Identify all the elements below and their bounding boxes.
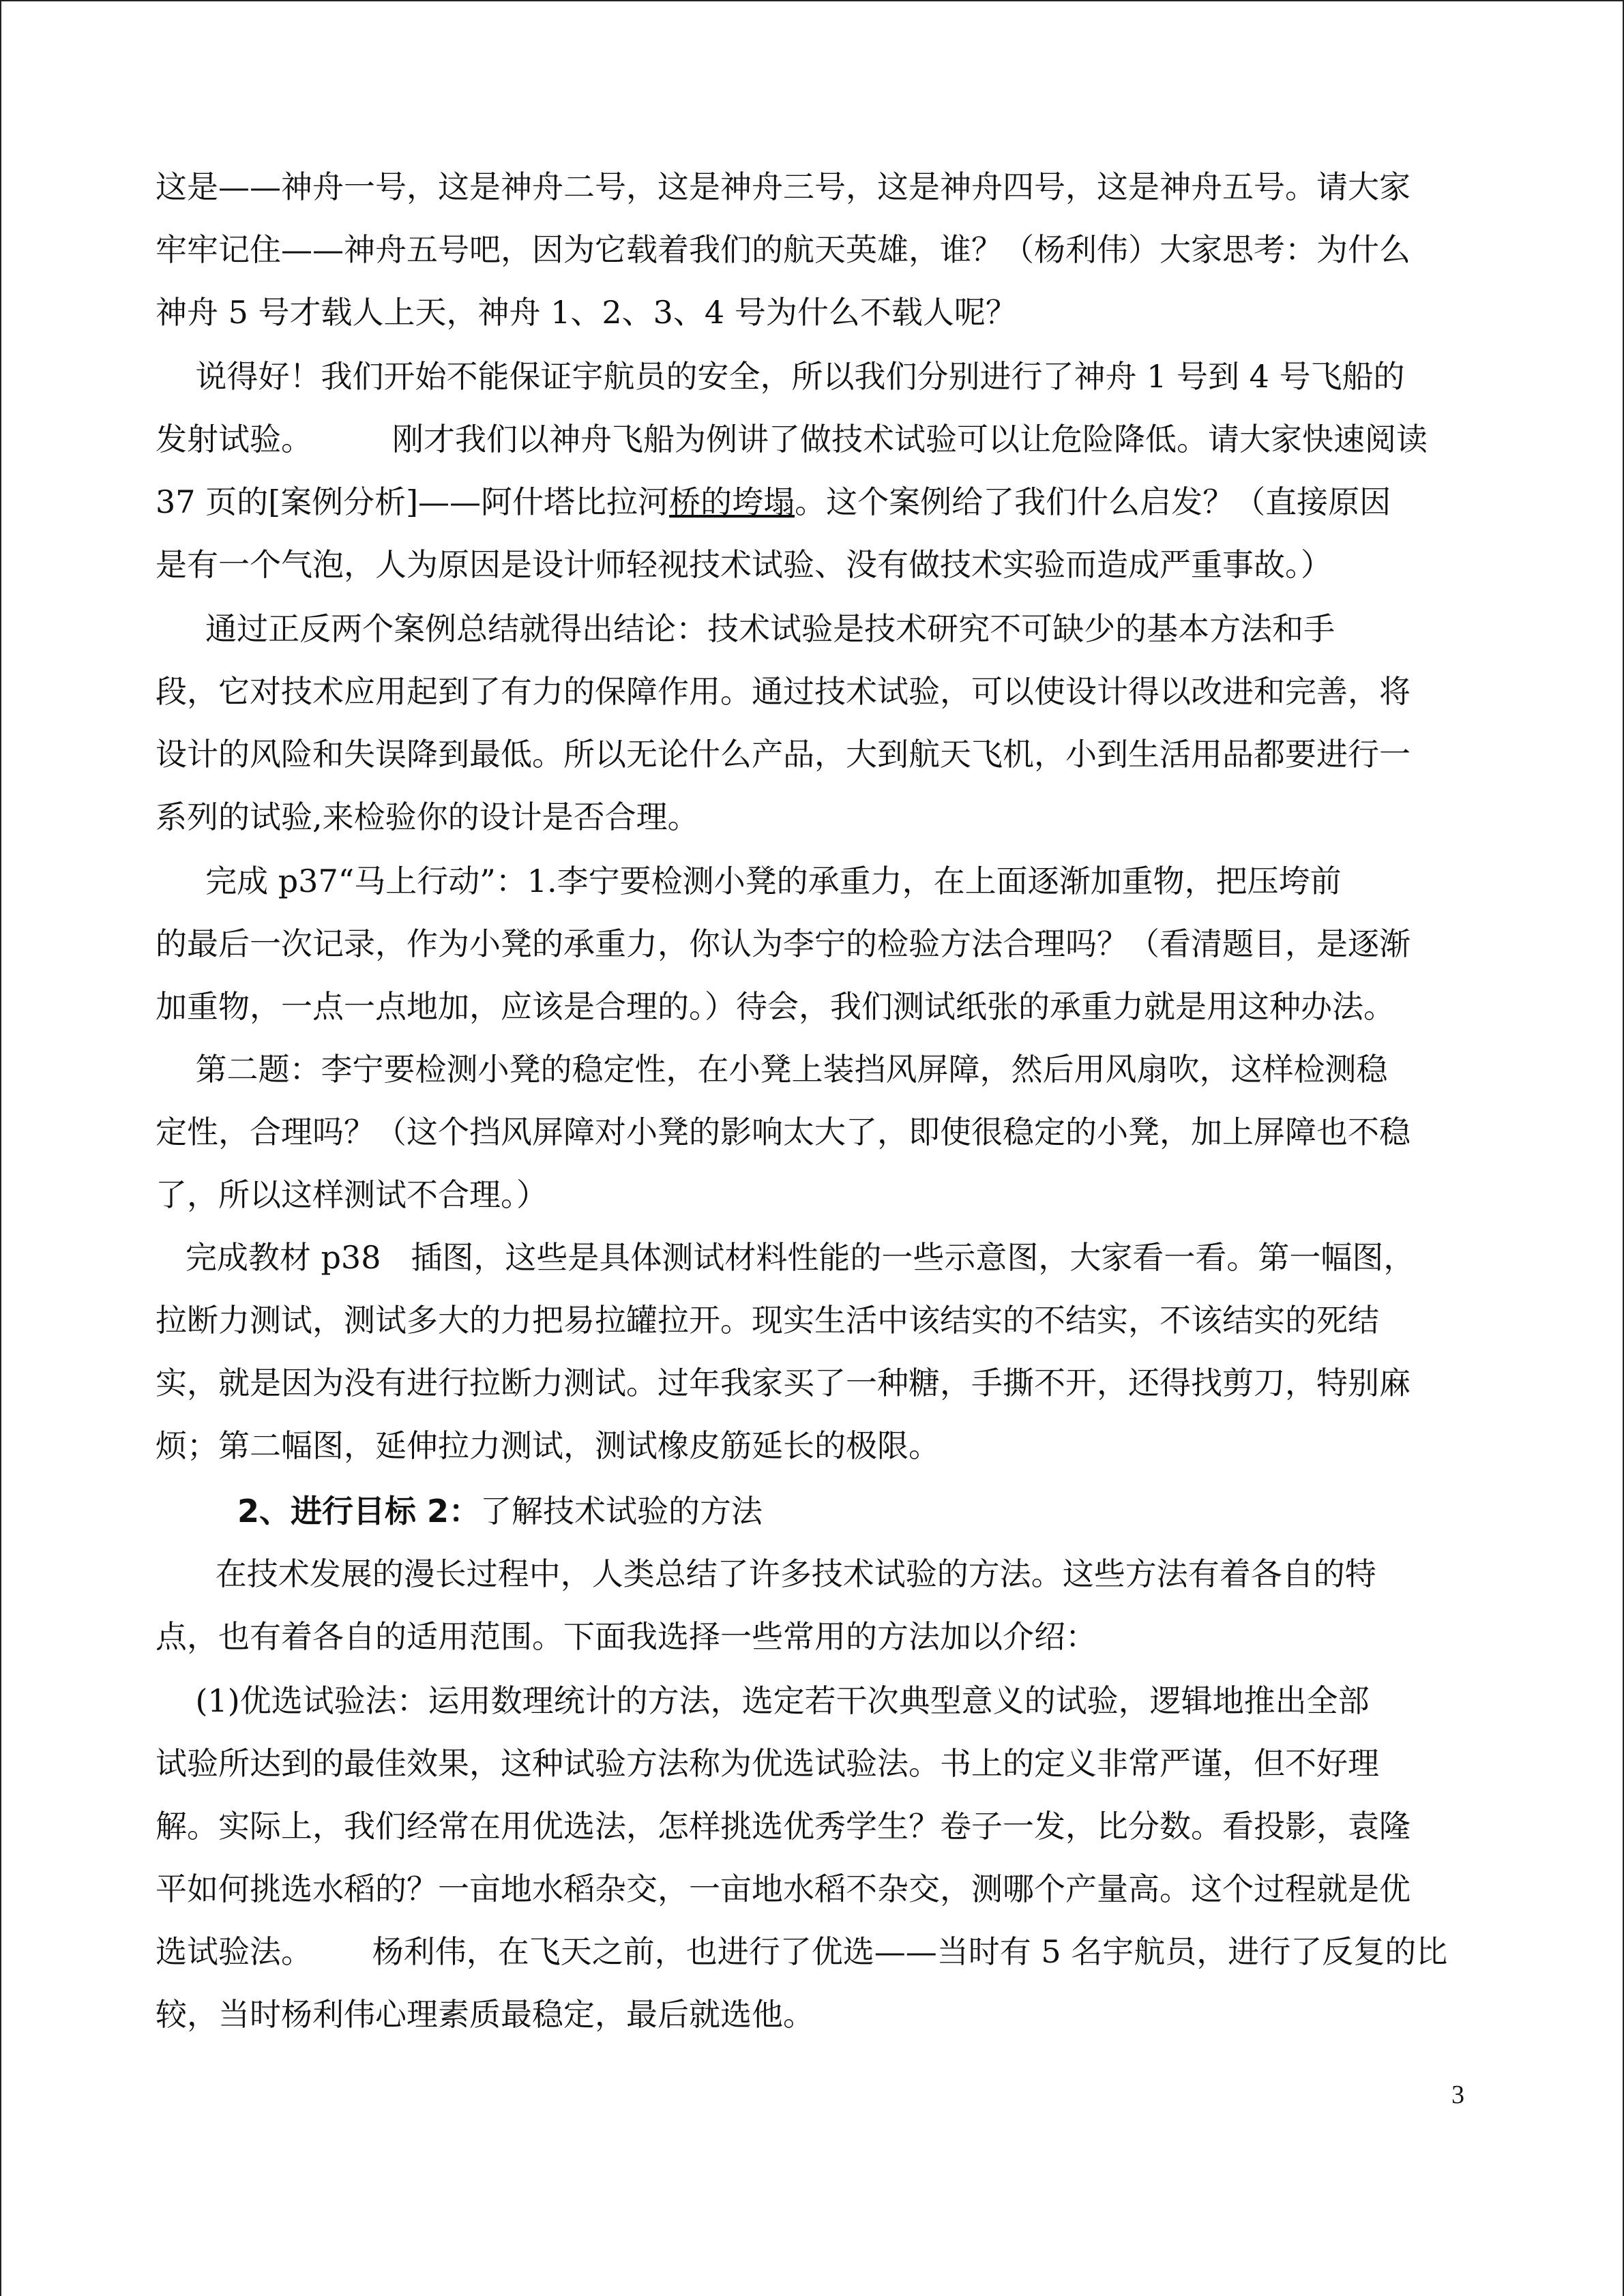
text-line: 段，它对技术应用起到了有力的保障作用。通过技术试验，可以使设计得以改进和完善，将: [156, 673, 1411, 710]
text-line: 解。实际上，我们经常在用优选法，怎样挑选优秀学生？卷子一发，比分数。看投影，袁隆: [156, 1808, 1411, 1845]
page-number: 3: [1451, 2081, 1464, 2109]
text-line: 神舟 5 号才载人上天，神舟 1、2、3、4 号为什么不载人呢？: [156, 294, 1017, 331]
text-segment: 。这个案例给了我们什么启发？（直接原因: [795, 483, 1391, 520]
text-line: 的最后一次记录，作为小凳的承重力，你认为李宁的检验方法合理吗？（看清题目，是逐渐: [156, 925, 1411, 962]
text-line: [156, 471, 1465, 533]
text-line: 第二题：李宁要检测小凳的稳定性，在小凳上装挡风屏障，然后用风扇吹，这样检测稳: [156, 1051, 1388, 1088]
text-line: 拉断力测试，测试多大的力把易拉罐拉开。现实生活中该结实的不结实，不该结实的死结: [156, 1302, 1379, 1339]
underlined-text: 桥的垮塌: [669, 483, 795, 520]
text-line: 设计的风险和失误降到最低。所以无论什么产品，大到航天飞机，小到生活用品都要进行一: [156, 736, 1411, 773]
text-line: 选试验法。 杨利伟，在飞天之前，也进行了优选——当时有 5 名宇航员，进行了反复的比: [156, 1933, 1448, 1970]
text-line: 完成 p37“马上行动”：1.李宁要检测小凳的承重力，在上面逐渐加重物，把压垮前: [156, 863, 1342, 899]
section-heading-title: 了解技术试验的方法: [480, 1493, 763, 1530]
text-line: 平如何挑选水稻的？一亩地水稻杂交，一亩地水稻不杂交，测哪个产量高。这个过程就是优: [156, 1870, 1411, 1907]
text-line: 系列的试验,来检验你的设计是否合理。: [156, 799, 699, 835]
section-heading-number: 2、进行目标 2：: [237, 1493, 481, 1530]
text-line: 通过正反两个案例总结就得出结论：技术试验是技术研究不可缺少的基本方法和手: [156, 610, 1335, 647]
section-heading: [156, 1480, 1465, 1542]
text-line: 点，也有着各自的适用范围。下面我选择一些常用的方法加以介绍：: [156, 1618, 1097, 1655]
text-segment: 37 页的[案例分析]——阿什塔比拉河: [156, 483, 670, 520]
text-line: 说得好！我们开始不能保证宇航员的安全，所以我们分别进行了神舟 1 号到 4 号飞船的: [156, 358, 1405, 395]
text-line: 加重物，一点一点地加，应该是合理的。）待会，我们测试纸张的承重力就是用这种办法。: [156, 988, 1395, 1025]
text-line: 是有一个气泡，人为原因是设计师轻视技术试验、没有做技术实验而造成严重事故。）: [156, 546, 1332, 583]
text-line: 这是——神舟一号，这是神舟二号，这是神舟三号，这是神舟四号，这是神舟五号。请大家: [156, 168, 1411, 205]
text-line: 在技术发展的漫长过程中，人类总结了许多技术试验的方法。这些方法有着各自的特: [156, 1555, 1376, 1592]
text-line: 完成教材 p38 插图，这些是具体测试材料性能的一些示意图，大家看一看。第一幅图，: [156, 1239, 1415, 1276]
text-line: 牢牢记住——神舟五号吧，因为它载着我们的航天英雄，谁？（杨利伟）大家思考：为什么: [156, 231, 1411, 268]
text-line: 定性，合理吗？（这个挡风屏障对小凳的影响太大了，即使很稳定的小凳，加上屏障也不稳: [156, 1114, 1411, 1150]
text-line: 实，就是因为没有进行拉断力测试。过年我家买了一种糖，手撕不开，还得找剪刀，特别麻: [156, 1365, 1411, 1401]
document-body: [156, 155, 1465, 2046]
text-line: 试验所达到的最佳效果，这种试验方法称为优选试验法。书上的定义非常严谨，但不好理: [156, 1745, 1379, 1782]
text-line: (1)优选试验法：运用数理统计的方法，选定若干次典型意义的试验，逻辑地推出全部: [156, 1682, 1370, 1719]
text-line: 发射试验。 刚才我们以神舟飞船为例讲了做技术试验可以让危险降低。请大家快速阅读: [156, 421, 1428, 458]
text-line: 烦；第二幅图，延伸拉力测试，测试橡皮筋延长的极限。: [156, 1427, 940, 1464]
text-line: 较，当时杨利伟心理素质最稳定，最后就选他。: [156, 1996, 814, 2033]
text-line: 了，所以这样测试不合理。）: [156, 1176, 548, 1213]
